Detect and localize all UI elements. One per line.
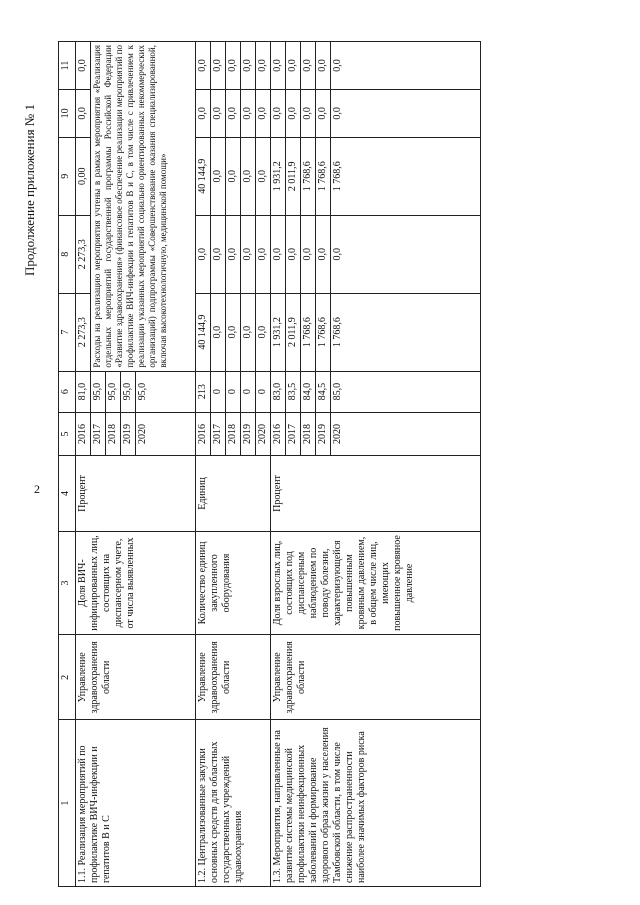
local-funding: 0,0 <box>316 89 331 137</box>
regional-funding: 1 768,6 <box>301 137 316 215</box>
regional-funding: 1 768,6 <box>331 137 481 215</box>
local-funding: 0,0 <box>226 89 241 137</box>
other-funding: 0,0 <box>226 42 241 90</box>
total-funding: 40 144,9 <box>196 293 211 371</box>
other-funding: 0,0 <box>331 42 481 90</box>
funding-note: Расходы на реализацию мероприятия учтены в рамках мероприятия «Реализация отдельных мероприятий государственной программы Российской Федерации «Развитие здравоохранения» (финансовое обеспечение реализации мероприятий по профилактике ВИЧ-инфекции и гепатитов В и С, в том числе с привлечением к реализации указанных мероприятий социально ориентированных некоммерческих организаций) подпрограммы «Совершенствование оказания специализированной, включая высокотехнологичную, медицинской помощи» <box>91 42 196 372</box>
year: 2017 <box>91 412 106 456</box>
local-funding: 0,0 <box>271 89 286 137</box>
header-cell: 7 <box>59 293 76 371</box>
measure-name: 1.2. Централизованные закупки основных средств для областных государственных учреждений здравоохранения <box>196 720 271 887</box>
year: 2016 <box>196 412 211 456</box>
unit: Процент <box>271 456 481 531</box>
federal-funding: 0,0 <box>286 215 301 293</box>
total-funding: 1 768,6 <box>301 293 316 371</box>
indicator: Доля взрослых лиц, состоящих под диспансерным наблюдением по поводу болезни, характеризующейся повышенным кровяным давлением, в общем числе лиц, имеющих повышенное кровяное давление <box>271 531 481 635</box>
regional-funding: 0,0 <box>226 137 241 215</box>
year: 2019 <box>316 412 331 456</box>
regional-funding: 2 011,9 <box>286 137 301 215</box>
indicator-value: 0 <box>256 371 271 412</box>
local-funding: 0,0 <box>196 89 211 137</box>
federal-funding: 0,0 <box>316 215 331 293</box>
header-cell: 9 <box>59 137 76 215</box>
indicator-value: 95,0 <box>136 371 196 412</box>
indicator-value: 0 <box>226 371 241 412</box>
header-row <box>59 42 76 887</box>
indicator-value: 84,0 <box>301 371 316 412</box>
regional-funding: 1 768,6 <box>316 137 331 215</box>
total-funding: 2 273,3 <box>76 293 91 371</box>
table-row <box>76 42 91 887</box>
indicator-value: 81,0 <box>76 371 91 412</box>
local-funding: 0,0 <box>301 89 316 137</box>
federal-funding: 0,0 <box>211 215 226 293</box>
other-funding: 0,0 <box>241 42 256 90</box>
local-funding: 0,0 <box>286 89 301 137</box>
indicator-value: 83,0 <box>271 371 286 412</box>
measure-name: 1.1. Реализация мероприятий по профилактике ВИЧ-инфекции и гепатитов В и С <box>76 720 196 887</box>
federal-funding: 0,0 <box>331 215 481 293</box>
year: 2020 <box>331 412 481 456</box>
regional-funding: 0,0 <box>256 137 271 215</box>
indicator-value: 85,0 <box>331 371 481 412</box>
header-cell: 10 <box>59 89 76 137</box>
indicator-value: 95,0 <box>91 371 106 412</box>
executor: Управление здравоохранения области <box>271 635 481 720</box>
year: 2017 <box>286 412 301 456</box>
other-funding: 0,0 <box>196 42 211 90</box>
federal-funding: 0,0 <box>196 215 211 293</box>
year: 2020 <box>256 412 271 456</box>
other-funding: 0,0 <box>286 42 301 90</box>
executor: Управление здравоохранения области <box>196 635 271 720</box>
regional-funding: 0,00 <box>76 137 91 215</box>
federal-funding: 0,0 <box>226 215 241 293</box>
indicator-value: 0 <box>211 371 226 412</box>
measure-name: 1.3. Мероприятия, направленные на развитие системы медицинской профилактики неинфекционных заболеваний и формирование здорового образа жизни у населения Тамбовской области, в том числе снижение распространенности наиболее значимых факторов риска <box>271 720 481 887</box>
regional-funding: 0,0 <box>211 137 226 215</box>
total-funding: 1 931,2 <box>271 293 286 371</box>
total-funding: 0,0 <box>226 293 241 371</box>
federal-funding: 0,0 <box>241 215 256 293</box>
header-cell: 6 <box>59 371 76 412</box>
table-row <box>271 42 286 887</box>
regional-funding: 0,0 <box>241 137 256 215</box>
local-funding: 0,0 <box>76 89 91 137</box>
total-funding: 1 768,6 <box>331 293 481 371</box>
federal-funding: 0,0 <box>301 215 316 293</box>
other-funding: 0,0 <box>256 42 271 90</box>
indicator-value: 95,0 <box>121 371 136 412</box>
indicator-value: 84,5 <box>316 371 331 412</box>
total-funding: 1 768,6 <box>316 293 331 371</box>
local-funding: 0,0 <box>331 89 481 137</box>
rotated-table-container <box>58 41 588 887</box>
year: 2016 <box>271 412 286 456</box>
page-number: 2 <box>34 482 40 496</box>
total-funding: 2 011,9 <box>286 293 301 371</box>
year: 2016 <box>76 412 91 456</box>
header-cell: 3 <box>59 531 76 635</box>
indicator: Доля ВИЧ-инфицированных лиц, состоящих на диспансерном учете, от числа выявленных <box>76 531 196 635</box>
year: 2020 <box>136 412 196 456</box>
other-funding: 0,0 <box>211 42 226 90</box>
unit: Процент <box>76 456 196 531</box>
local-funding: 0,0 <box>211 89 226 137</box>
header-cell: 4 <box>59 456 76 531</box>
indicator: Количество единиц закупленного оборудования <box>196 531 271 635</box>
total-funding: 0,0 <box>241 293 256 371</box>
local-funding: 0,0 <box>241 89 256 137</box>
header-cell: 1 <box>59 720 76 887</box>
local-funding: 0,0 <box>256 89 271 137</box>
year: 2018 <box>226 412 241 456</box>
year: 2017 <box>211 412 226 456</box>
unit: Единиц <box>196 456 271 531</box>
regional-funding: 1 931,2 <box>271 137 286 215</box>
other-funding: 0,0 <box>301 42 316 90</box>
program-table <box>58 41 481 887</box>
other-funding: 0,0 <box>316 42 331 90</box>
header-cell: 5 <box>59 412 76 456</box>
total-funding: 0,0 <box>256 293 271 371</box>
year: 2018 <box>106 412 121 456</box>
year: 2019 <box>121 412 136 456</box>
indicator-value: 83,5 <box>286 371 301 412</box>
federal-funding: 2 273,3 <box>76 215 91 293</box>
indicator-value: 95,0 <box>106 371 121 412</box>
continuation-caption: Продолжение приложения № 1 <box>22 104 37 276</box>
executor: Управление здравоохранения области <box>76 635 196 720</box>
header-cell: 11 <box>59 42 76 90</box>
year: 2018 <box>301 412 316 456</box>
other-funding: 0,0 <box>76 42 91 90</box>
regional-funding: 40 144,9 <box>196 137 211 215</box>
year: 2019 <box>241 412 256 456</box>
indicator-value: 213 <box>196 371 211 412</box>
federal-funding: 0,0 <box>256 215 271 293</box>
total-funding: 0,0 <box>211 293 226 371</box>
indicator-value: 0 <box>241 371 256 412</box>
federal-funding: 0,0 <box>271 215 286 293</box>
header-cell: 2 <box>59 635 76 720</box>
other-funding: 0,0 <box>271 42 286 90</box>
table-row <box>196 42 211 887</box>
header-cell: 8 <box>59 215 76 293</box>
